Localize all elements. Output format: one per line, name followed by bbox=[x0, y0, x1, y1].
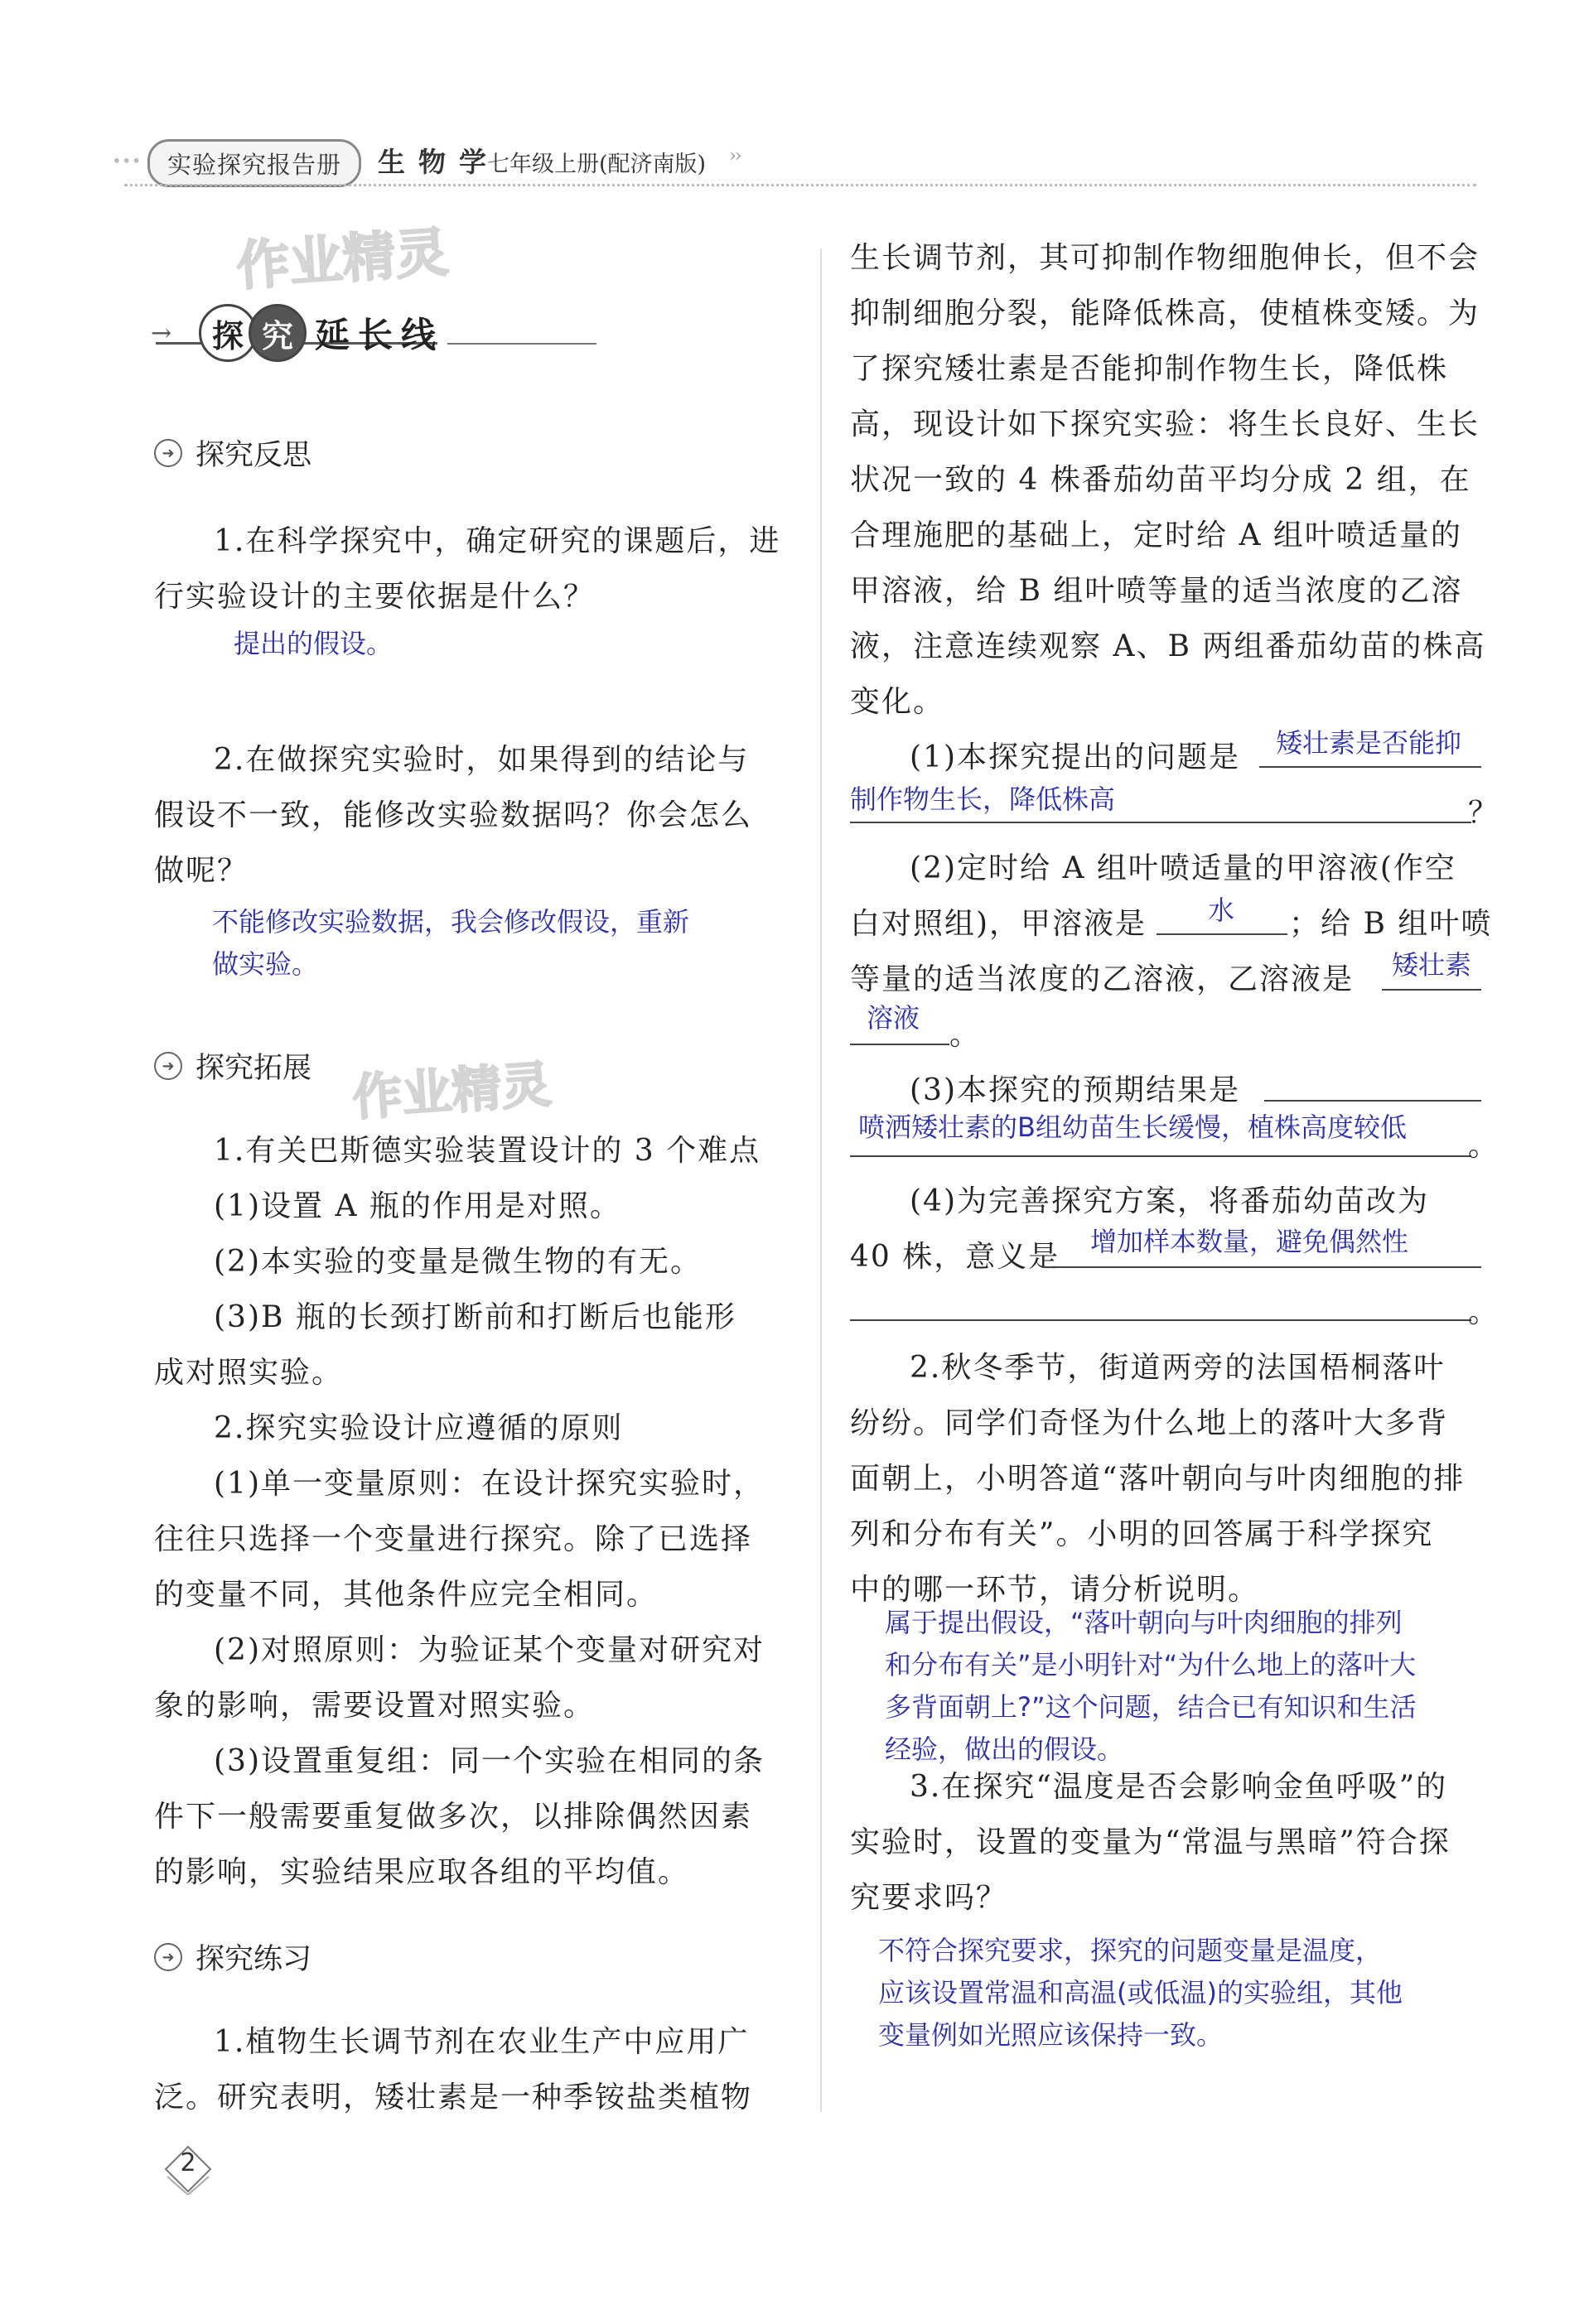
header-rule bbox=[124, 184, 1476, 186]
question-text: 3.在探究“温度是否会影响金鱼呼吸”的 bbox=[910, 1770, 1448, 1804]
handwritten-answer: 经验，做出的假设。 bbox=[885, 1733, 1124, 1765]
question-text: 行实验设计的主要依据是什么？ bbox=[154, 580, 596, 614]
handwritten-answer: 变量例如光照应该保持一致。 bbox=[878, 2019, 1224, 2051]
answer-line bbox=[1042, 1266, 1481, 1268]
answer-line bbox=[1157, 933, 1287, 935]
answer-line bbox=[850, 1155, 1471, 1157]
body-text: (1)单一变量原则：在设计探究实验时， bbox=[214, 1467, 765, 1501]
body-text: 1.植物生长调节剂在农业生产中应用广 bbox=[214, 2025, 750, 2059]
question-text: 假设不一致，能修改实验数据吗？你会怎么 bbox=[154, 798, 753, 832]
body-text: 2.探究实验设计应遵循的原则 bbox=[214, 1411, 624, 1445]
question-text: 列和分布有关”。小明的回答属于科学探究 bbox=[850, 1517, 1434, 1551]
body-text: 生长调节剂，其可抑制作物细胞伸长，但不会 bbox=[850, 241, 1480, 275]
section-head-reflect bbox=[154, 432, 311, 474]
answer-line bbox=[850, 822, 1471, 823]
body-text: 合理施肥的基础上，定时给 A 组叶喷适量的 bbox=[850, 518, 1462, 552]
title-underline bbox=[447, 343, 596, 345]
section-title: 探究反思 bbox=[196, 439, 312, 472]
title-circle-2: 究 bbox=[249, 304, 307, 362]
question-text: 面朝上，小明答道“落叶朝向与叶肉细胞的排 bbox=[850, 1462, 1466, 1496]
title-text: 延长线 bbox=[315, 315, 445, 355]
section-title: 探究练习 bbox=[196, 1943, 312, 1976]
handwritten-answer: 增加样本数量，避免偶然性 bbox=[1090, 1226, 1409, 1257]
body-text: 变化。 bbox=[850, 685, 945, 719]
handwritten-answer: 提出的假设。 bbox=[234, 628, 394, 659]
handwritten-answer: 溶液 bbox=[867, 1002, 920, 1034]
sub-question: (1)本探究提出的问题是 bbox=[910, 740, 1240, 774]
body-text: 泛。研究表明，矮壮素是一种季铵盐类植物 bbox=[154, 2081, 753, 2114]
body-text: (3)B 瓶的长颈打断前和打断后也能形 bbox=[214, 1300, 736, 1334]
section-title: 探究拓展 bbox=[196, 1052, 312, 1085]
handwritten-answer: 矮壮素是否能抑 bbox=[1276, 727, 1462, 759]
sub-question: ；给 B 组叶喷 bbox=[1289, 907, 1493, 941]
body-text: 抑制细胞分裂，能降低株高，使植株变矮。为 bbox=[850, 297, 1480, 330]
section-head-expand bbox=[154, 1045, 311, 1087]
header-arrows-icon: ›› bbox=[729, 146, 741, 166]
body-text: 了探究矮壮素是否能抑制作物生长，降低株 bbox=[850, 352, 1449, 386]
header-badge: 实验探究报告册 bbox=[147, 139, 361, 187]
question-text: 实验时，设置的变量为“常温与黑暗”符合探 bbox=[850, 1825, 1451, 1859]
punctuation: ？ bbox=[1468, 796, 1500, 830]
handwritten-answer: 矮壮素 bbox=[1392, 949, 1472, 981]
header-dots: ••• bbox=[112, 151, 142, 171]
body-text: (3)设置重复组：同一个实验在相同的条 bbox=[214, 1744, 765, 1778]
sub-question: (2)定时给 A 组叶喷适量的甲溶液(作空 bbox=[910, 851, 1456, 885]
punctuation: 。 bbox=[1468, 1129, 1500, 1163]
body-text: (2)本实验的变量是微生物的有无。 bbox=[214, 1245, 702, 1279]
body-text: 往往只选择一个变量进行探究。除了已选择 bbox=[154, 1522, 753, 1556]
handwritten-answer: 应该设置常温和高温(或低温)的实验组，其他 bbox=[878, 1977, 1403, 2008]
answer-line bbox=[1382, 989, 1481, 991]
body-text: 甲溶液，给 B 组叶喷等量的适当浓度的乙溶 bbox=[850, 574, 1463, 608]
question-text: 1.在科学探究中，确定研究的课题后，进 bbox=[214, 524, 781, 558]
handwritten-answer: 不能修改实验数据，我会修改假设，重新 bbox=[212, 906, 690, 938]
section-head-practice bbox=[154, 1936, 311, 1978]
sub-question: 等量的适当浓度的乙溶液，乙溶液是 bbox=[850, 962, 1355, 996]
page-number: 2 bbox=[180, 2148, 196, 2177]
title-arrow-icon: → bbox=[151, 319, 172, 348]
body-text: 象的影响，需要设置对照实验。 bbox=[154, 1689, 596, 1723]
watermark: 作业精灵 bbox=[350, 1055, 553, 1128]
body-text: 状况一致的 4 株番茄幼苗平均分成 2 组，在 bbox=[850, 463, 1471, 497]
handwritten-answer: 做实验。 bbox=[212, 948, 319, 980]
arrow-circle-icon: ➜ bbox=[154, 439, 182, 467]
answer-line bbox=[850, 1319, 1471, 1321]
body-text: 高，现设计如下探究实验：将生长良好、生长 bbox=[850, 407, 1480, 441]
body-text: 件下一般需要重复做多次，以排除偶然因素 bbox=[154, 1800, 753, 1834]
body-text: 1.有关巴斯德实验装置设计的 3 个难点 bbox=[214, 1134, 761, 1168]
body-text: (1)设置 A 瓶的作用是对照。 bbox=[214, 1189, 621, 1223]
question-text: 做呢？ bbox=[154, 854, 249, 888]
watermark: 作业精灵 bbox=[234, 222, 451, 298]
question-text: 2.在做探究实验时，如果得到的结论与 bbox=[214, 743, 750, 777]
handwritten-answer: 水 bbox=[1208, 894, 1235, 926]
question-text: 纷纷。同学们奇怪为什么地上的落叶大多背 bbox=[850, 1406, 1449, 1440]
arrow-circle-icon: ➜ bbox=[154, 1943, 182, 1971]
body-text: 的影响，实验结果应取各组的平均值。 bbox=[154, 1855, 690, 1889]
handwritten-answer: 和分布有关”是小明针对“为什么地上的落叶大 bbox=[885, 1649, 1417, 1680]
header-subject: 生物学 bbox=[378, 146, 500, 178]
sub-question: 40 株，意义是 bbox=[850, 1240, 1060, 1274]
sub-question: 白对照组)，甲溶液是 bbox=[850, 907, 1147, 941]
title-circle-1: 探 bbox=[199, 304, 257, 362]
handwritten-answer: 多背面朝上?”这个问题，结合已有知识和生活 bbox=[885, 1691, 1417, 1723]
question-text: 2.秋冬季节，街道两旁的法国梧桐落叶 bbox=[910, 1351, 1446, 1385]
header-grade: 七年级上册(配济南版) bbox=[487, 152, 707, 177]
handwritten-answer: 制作物生长，降低株高 bbox=[850, 784, 1116, 815]
handwritten-answer: 属于提出假设，“落叶朝向与叶肉细胞的排列 bbox=[885, 1607, 1403, 1638]
handwritten-answer: 不符合探究要求，探究的问题变量是温度， bbox=[878, 1935, 1383, 1966]
arrow-circle-icon: ➜ bbox=[154, 1052, 182, 1080]
punctuation: 。 bbox=[949, 1018, 982, 1052]
question-text: 中的哪一环节，请分析说明。 bbox=[850, 1573, 1260, 1607]
answer-line bbox=[850, 1044, 949, 1045]
body-text: 的变量不同，其他条件应完全相同。 bbox=[154, 1578, 659, 1612]
body-text: (2)对照原则：为验证某个变量对研究对 bbox=[214, 1633, 765, 1667]
question-text: 究要求吗？ bbox=[850, 1881, 1008, 1915]
sub-question: (4)为完善探究方案，将番茄幼苗改为 bbox=[910, 1184, 1429, 1218]
answer-line bbox=[1259, 766, 1481, 768]
punctuation: 。 bbox=[1468, 1295, 1500, 1329]
answer-line bbox=[1264, 1100, 1481, 1102]
column-divider bbox=[820, 248, 822, 2112]
sub-question: (3)本探究的预期结果是 bbox=[910, 1073, 1240, 1107]
body-text: 成对照实验。 bbox=[154, 1356, 344, 1390]
handwritten-answer: 喷洒矮壮素的B组幼苗生长缓慢，植株高度较低 bbox=[858, 1111, 1407, 1143]
body-text: 液，注意连续观察 A、B 两组番茄幼苗的株高 bbox=[850, 629, 1486, 663]
